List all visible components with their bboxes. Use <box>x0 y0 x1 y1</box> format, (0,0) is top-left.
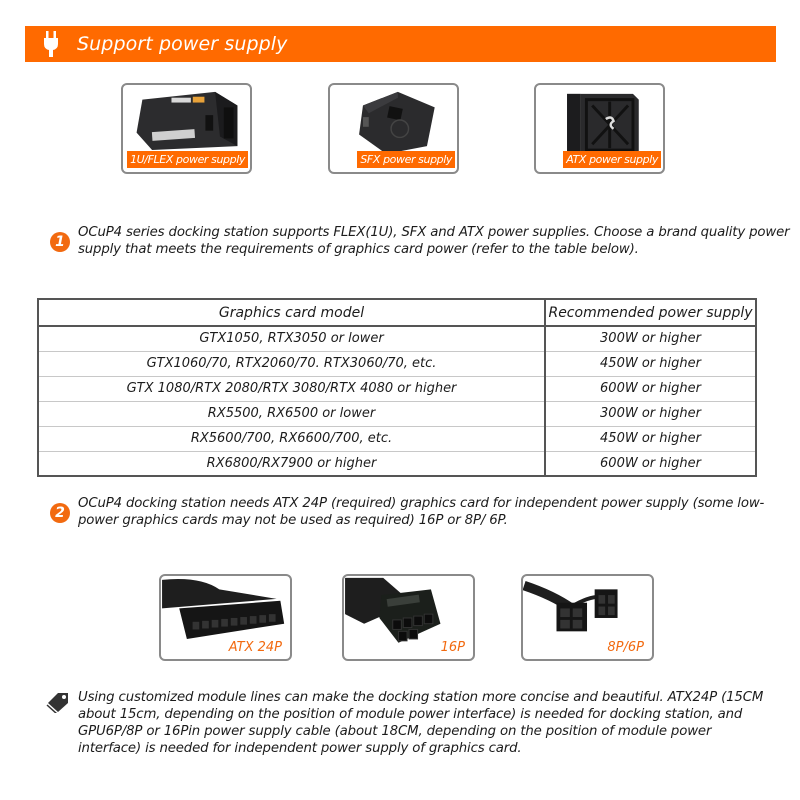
note-1-text: OCuP4 series docking station supports FLEX(1U), SFX and ATX power supplies. Choose a brand quality power supply that meets the requirements of graphics card power (refer to the table below). <box>78 225 790 257</box>
step-number-2: 2 <box>50 503 70 523</box>
note-1 <box>50 224 793 258</box>
header-recommended-power: Recommended power supply <box>545 299 756 326</box>
note-3 <box>46 689 768 757</box>
table-row <box>38 326 756 351</box>
power-cell: 450W or higher <box>545 426 756 451</box>
section-title: Support power supply <box>77 33 288 55</box>
note-2 <box>50 495 800 529</box>
cable-card-16p <box>342 574 475 661</box>
flex-psu-image <box>123 85 250 155</box>
gpu-model-cell: RX6800/RX7900 or higher <box>38 451 545 476</box>
table-row <box>38 426 756 451</box>
atx-psu-image <box>536 85 663 155</box>
header-graphics-card-model: Graphics card model <box>38 299 545 326</box>
plug-icon <box>43 31 59 57</box>
tag-icon <box>46 691 72 713</box>
psu-label-flex: 1U/FLEX power supply <box>127 151 248 168</box>
table-row <box>38 376 756 401</box>
gpu-model-cell: GTX1050, RTX3050 or lower <box>38 326 545 351</box>
power-cell: 300W or higher <box>545 326 756 351</box>
gpu-model-cell: RX5600/700, RX6600/700, etc. <box>38 426 545 451</box>
psu-card-flex <box>121 83 252 174</box>
gpu-model-cell: RX5500, RX6500 or lower <box>38 401 545 426</box>
table-header-row <box>38 299 756 326</box>
step-number-1: 1 <box>50 232 70 252</box>
power-cell: 600W or higher <box>545 376 756 401</box>
section-banner <box>25 26 776 62</box>
power-requirements-table <box>37 298 757 477</box>
gpu-model-cell: GTX 1080/RTX 2080/RTX 3080/RTX 4080 or higher <box>38 376 545 401</box>
cable-card-atx24p <box>159 574 292 661</box>
power-cell: 300W or higher <box>545 401 756 426</box>
cable-label-8p6p: 8P/6P <box>607 640 644 655</box>
psu-card-sfx <box>328 83 459 174</box>
note-2-text: OCuP4 docking station needs ATX 24P (required) graphics card for independent power supply (some low-power graphics cards may not be used as required) 16P or 8P/ 6P. <box>78 496 765 528</box>
psu-types <box>0 83 800 175</box>
psu-label-atx: ATX power supply <box>563 151 661 168</box>
psu-label-sfx: SFX power supply <box>357 151 455 168</box>
psu-card-atx <box>534 83 665 174</box>
cable-label-16p: 16P <box>440 640 465 655</box>
table-row <box>38 451 756 476</box>
power-cell: 600W or higher <box>545 451 756 476</box>
table-row <box>38 351 756 376</box>
sfx-psu-image <box>330 85 457 155</box>
note-3-text: Using customized module lines can make the docking station more concise and beautiful. ATX24P (15CM about 15cm, depending on the position of module power interface) is needed for docking station, and GPU6P/8P or 16Pin power supply cable (about 18CM, depending on the position of module power interface) is needed for independent power supply of graphics card. <box>78 690 764 756</box>
cable-label-atx24p: ATX 24P <box>228 640 282 655</box>
gpu-model-cell: GTX1060/70, RTX2060/70. RTX3060/70, etc. <box>38 351 545 376</box>
power-cell: 450W or higher <box>545 351 756 376</box>
cable-card-8p6p <box>521 574 654 661</box>
table-row <box>38 401 756 426</box>
